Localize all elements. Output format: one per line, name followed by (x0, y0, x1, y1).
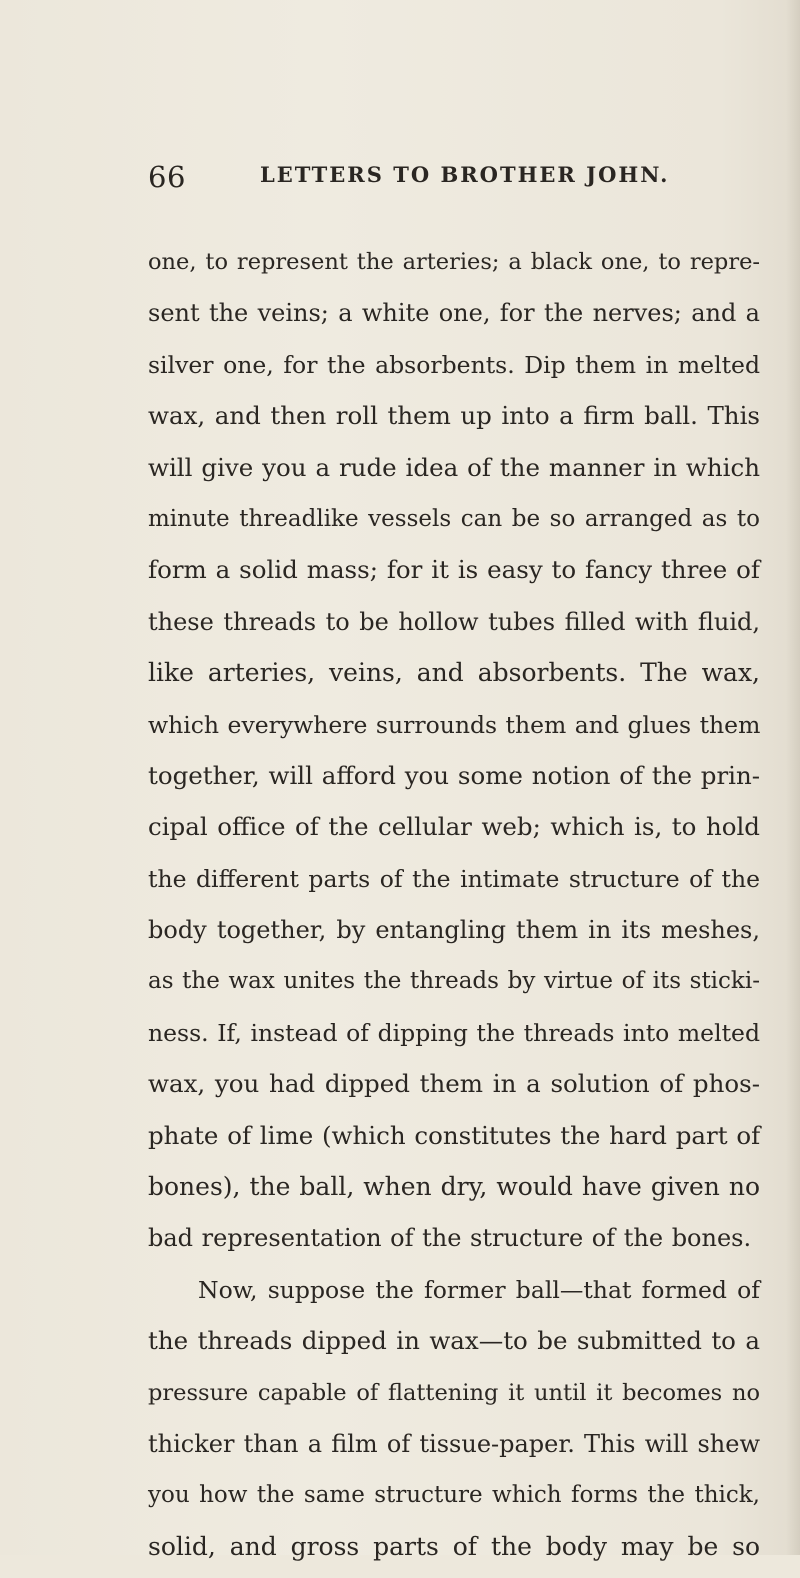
text-line: cipal office of the cellular web; which is, to hold (148, 812, 760, 842)
text-line: solid, and gross parts of the body may be so (148, 1531, 760, 1561)
text-line: these threads to be hollow tubes filled with fluid, (148, 607, 760, 636)
text-line: form a solid mass; for it is easy to fancy three of (148, 555, 760, 585)
text-line: ness. If, instead of dipping the threads into melted (148, 1018, 760, 1047)
text-line: pressure capable of flattening it until it becomes no (148, 1379, 760, 1406)
text-line: body together, by entangling them in its meshes, (148, 916, 760, 945)
text-line: bad representation of the structure of the bones. (148, 1224, 752, 1253)
body-text (148, 242, 760, 1578)
text-line: one, to represent the arteries; a black one, to repre- (148, 249, 760, 275)
paragraph-start-line: Now, suppose the former ball—that formed of (198, 1275, 760, 1304)
text-line: silver one, for the absorbents. Dip them in melted (148, 350, 760, 379)
text-line: which everywhere surrounds them and glues them (148, 710, 761, 739)
text-line: the different parts of the intimate structure of the (148, 864, 760, 893)
text-line: minute threadlike vessels can be so arranged as to (148, 505, 760, 532)
text-line: will give you a rude idea of the manner in which (148, 452, 760, 482)
text-line: as the wax unites the threads by virtue of its sticki- (148, 968, 760, 995)
text-line: wax, and then roll them up into a firm ball. This (148, 401, 760, 431)
text-line: the threads dipped in wax—to be submitted to a (148, 1326, 760, 1356)
text-line: phate of lime (which constitutes the hard part of (148, 1120, 761, 1150)
text-line: together, will afford you some notion of the prin- (148, 760, 761, 790)
text-line: thicker than a film of tissue-paper. This will shew (148, 1429, 760, 1458)
page-header (148, 160, 760, 200)
text-line: like arteries, veins, and absorbents. The wax, (148, 658, 760, 688)
text-line: sent the veins; a white one, for the nerves; and a (148, 299, 760, 328)
text-line: you how the same structure which forms the thick, (148, 1482, 760, 1509)
page-edge-shadow (786, 0, 800, 1555)
page-number: 66 (148, 160, 186, 194)
text-line: bones), the ball, when dry, would have given no (148, 1172, 760, 1202)
running-head: LETTERS TO BROTHER JOHN. (260, 162, 670, 187)
text-line: wax, you had dipped them in a solution of phos- (148, 1069, 760, 1099)
